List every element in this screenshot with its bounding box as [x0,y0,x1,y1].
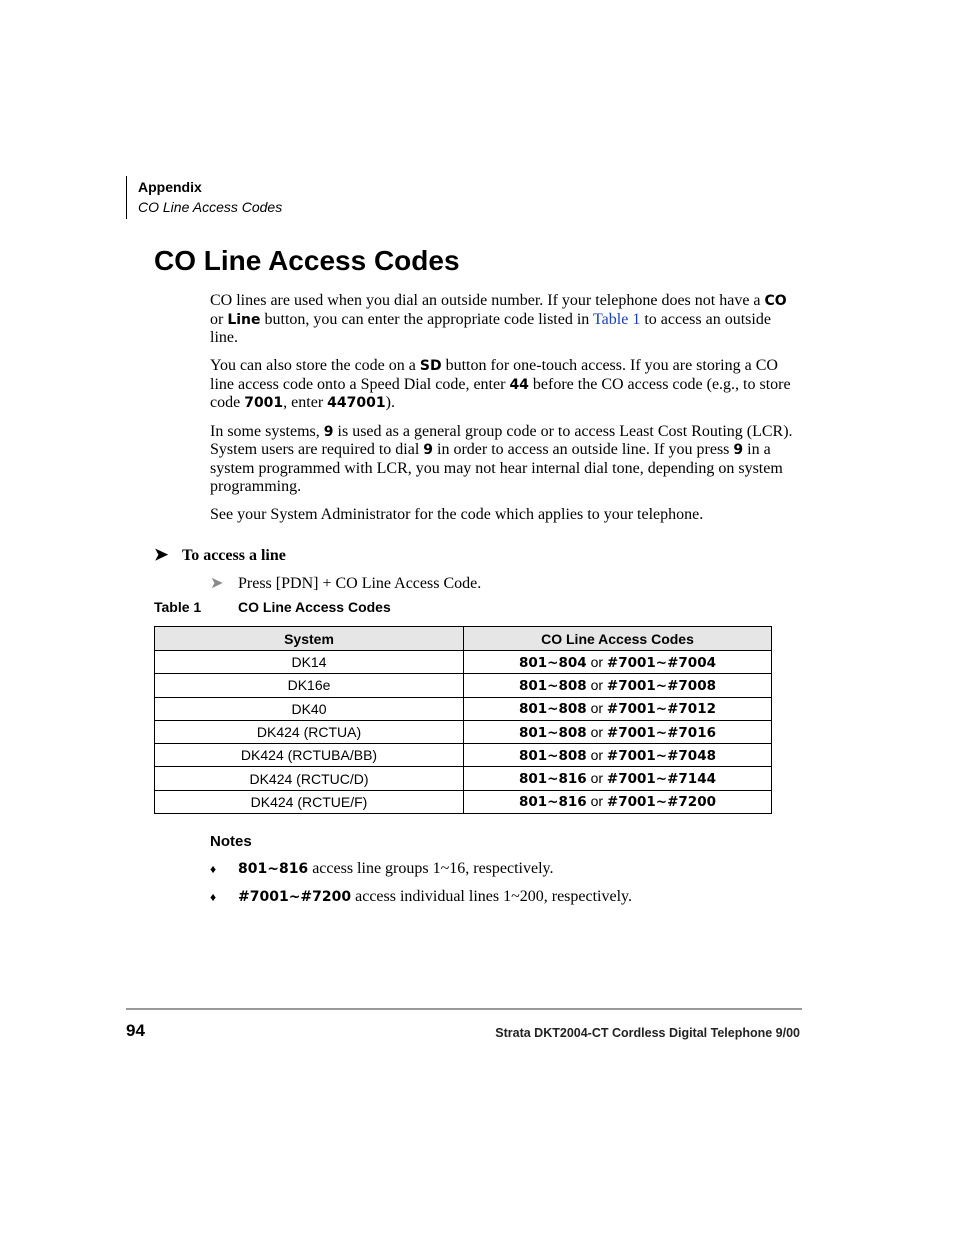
code-range: 801~808 [519,724,587,741]
or-text: or [590,770,604,787]
cell-codes [464,767,772,790]
table-row [155,790,772,813]
header-subsection: CO Line Access Codes [138,199,283,215]
text: You can also store the code on a [210,357,420,375]
table-header-row [155,627,772,651]
key-9: 9 [733,442,744,459]
column-header-system: System [155,627,464,651]
step-arrow-icon: ➤ [210,575,224,592]
code-range: 801~804 [519,654,587,671]
key-co: CO [764,293,787,309]
note-text: access line groups 1~16, respectively. [308,860,554,877]
code-lines: #7001~#7012 [606,701,716,718]
text: in a system programmed with LCR, you may not hear internal dial tone, depending on system programming. [210,441,783,496]
paragraph-4: See your System Administrator for the code which applies to your telephone. [210,506,704,524]
code-lines: #7001~#7048 [606,747,716,764]
cell-system: DK424 (RCTUE/F) [155,790,464,813]
cell-system: DK424 (RCTUBA/BB) [155,744,464,767]
code-range: 801~816 [519,771,587,788]
table-row [155,697,772,720]
procedure-title: To access a line [182,547,286,564]
code-range: 801~816 [519,794,587,811]
or-text: or [590,793,604,810]
text: In some systems, [210,422,324,440]
text: ). [385,394,395,412]
key-447001: 447001 [327,395,386,412]
table-caption [154,599,391,615]
note-text: access individual lines 1~200, respectively. [351,888,632,905]
footer-rule [126,1008,802,1010]
page-title: CO Line Access Codes [154,245,460,276]
cell-codes [464,674,772,697]
key-9: 9 [323,423,334,440]
list-item [210,888,632,916]
code-lines: #7001~#7200 [606,794,716,811]
key-44: 44 [509,376,529,393]
cell-system: DK424 (RCTUA) [155,720,464,743]
key-sd: SD [419,358,442,375]
cell-codes [464,697,772,720]
paragraph-2 [210,357,802,413]
cell-system: DK16e [155,674,464,697]
table-row [155,767,772,790]
text: button, you can enter the appropriate code listed in [260,310,594,328]
cell-system: DK40 [155,697,464,720]
code-lines: #7001~#7008 [606,677,716,694]
note-code: 801~816 [238,861,309,877]
running-header [126,176,282,219]
column-header-codes: CO Line Access Codes [464,627,772,651]
note-code: #7001~#7200 [238,889,352,905]
table-row [155,720,772,743]
notes-list [210,860,632,916]
text: is used as a general group code or to access Least Cost Routing (LCR). System users are required to dial [210,422,793,459]
code-range: 801~808 [519,677,587,694]
table-number: Table 1 [154,599,202,615]
text: button for one-touch access. If you are storing a CO line access code onto a Speed Dial code, enter [210,357,778,393]
table-1-link[interactable]: Table 1 [593,310,641,328]
text: or [210,310,228,328]
code-lines: #7001~#7004 [606,654,716,671]
page-number: 94 [126,1021,145,1040]
cell-system: DK14 [155,651,464,674]
text: , enter [283,394,328,412]
body-text [210,292,802,535]
cell-codes [464,744,772,767]
procedure-heading [154,545,286,565]
paragraph-1 [210,292,802,348]
cell-system: DK424 (RCTUC/D) [155,767,464,790]
cell-codes [464,651,772,674]
code-lines: #7001~#7144 [606,771,716,788]
table-row [155,651,772,674]
or-text: or [590,653,604,670]
table-row [155,674,772,697]
cell-codes [464,790,772,813]
list-item [210,860,632,888]
code-range: 801~808 [519,701,587,718]
access-codes-table [154,626,772,814]
bullet-icon: ♦ [210,890,217,904]
or-text: or [590,700,604,717]
or-text: or [590,746,604,763]
text: to access an outside line. [210,310,771,347]
code-lines: #7001~#7016 [606,724,716,741]
procedure-step [210,573,481,593]
arrow-icon: ➤ [154,545,169,564]
footer-text: Strata DKT2004-CT Cordless Digital Telephone 9/00 [495,1026,800,1040]
table-title: CO Line Access Codes [238,599,391,615]
text: before the CO access code (e.g., to store code [210,375,791,412]
code-range: 801~808 [519,747,587,764]
key-line: Line [227,311,261,328]
bullet-icon: ♦ [210,862,217,876]
header-section: Appendix [138,179,202,195]
or-text: or [590,723,604,740]
cell-codes [464,720,772,743]
key-9: 9 [423,442,434,459]
or-text: or [590,676,604,693]
text: in order to access an outside line. If you press [433,441,734,459]
text: CO lines are used when you dial an outside number. If your telephone does not have a [210,292,765,309]
step-text: Press [PDN] + CO Line Access Code. [238,575,482,592]
paragraph-3 [210,423,802,497]
key-7001: 7001 [244,395,284,412]
notes-heading: Notes [210,833,252,850]
table-row [155,744,772,767]
